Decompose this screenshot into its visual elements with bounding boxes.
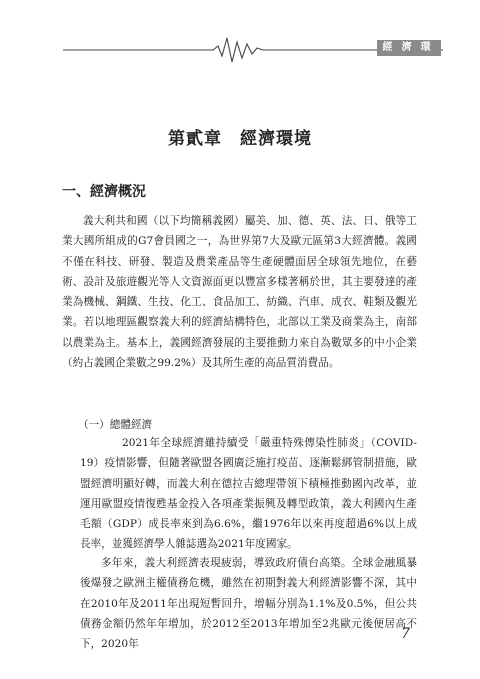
paragraph-debt: 多年來，義大利經濟表現疲弱，導致政府債台高築。全球金融風暴後爆發之歐洲主權債務危機，雖然在初期對義大利經濟影響不深，其中在2010年及2011年出現短暫回升，增幅分別為1.1%及0.5%，但公共債務金額仍然年年增加，於2012至2013年增加至2兆歐元後便居高不下，2020年 [80,557,417,651]
paragraph-macro-2021: 2021年全球經濟雖持續受「嚴重特殊傳染性肺炎」（COVID-19）疫情影響，但隨著歐盟各國廣泛施打疫苗、逐漸鬆綁管制措施，歐盟經濟明顯好轉，而義大利在德拉吉總理帶領下積極推動國內改革，並運用歐盟疫情復甦基金投入各項產業振興及轉型政策，義大利國內生產毛額（GDP）成長率來到為6.6%，繼1976年以來再度超過6%以上成長率，並獲經濟學人雜誌選為2021年度國家。 [80,437,417,551]
paragraph-overview: 義大利共和國（以下均簡稱義國）屬美、加、德、英、法、日、俄等工業大國所組成的G7會員國之一，為世界第7大及歐元區第3大經濟體。義國不僅在科技、研發、製造及農業產品等生產硬體面居全球領先地位，在藝術、設計及旅遊觀光等人文資源面更以豐富多樣著稱於世，其主要發達的產業為機械、鋼鐵、生技、化工、食品加工、紡織、汽車、成衣、鞋類及觀光業。若以地理區觀察義大利的經濟結構特色，北部以工業及商業為主，南部以農業為主。基本上，義國經濟發展的主要推動力來自為數眾多的中小企業（約占義國企業數之99.2%）及其所生產的高品質消費品。 [62,215,417,370]
chapter-title: 第貳章 經濟環境 [168,129,312,149]
page-number: 7 [401,626,410,642]
header-label: 經濟環境 [377,40,441,56]
section-title: 一、經濟概況 [62,184,146,200]
subsection-heading: （一）總體經濟 [78,419,153,431]
running-header [63,34,443,69]
